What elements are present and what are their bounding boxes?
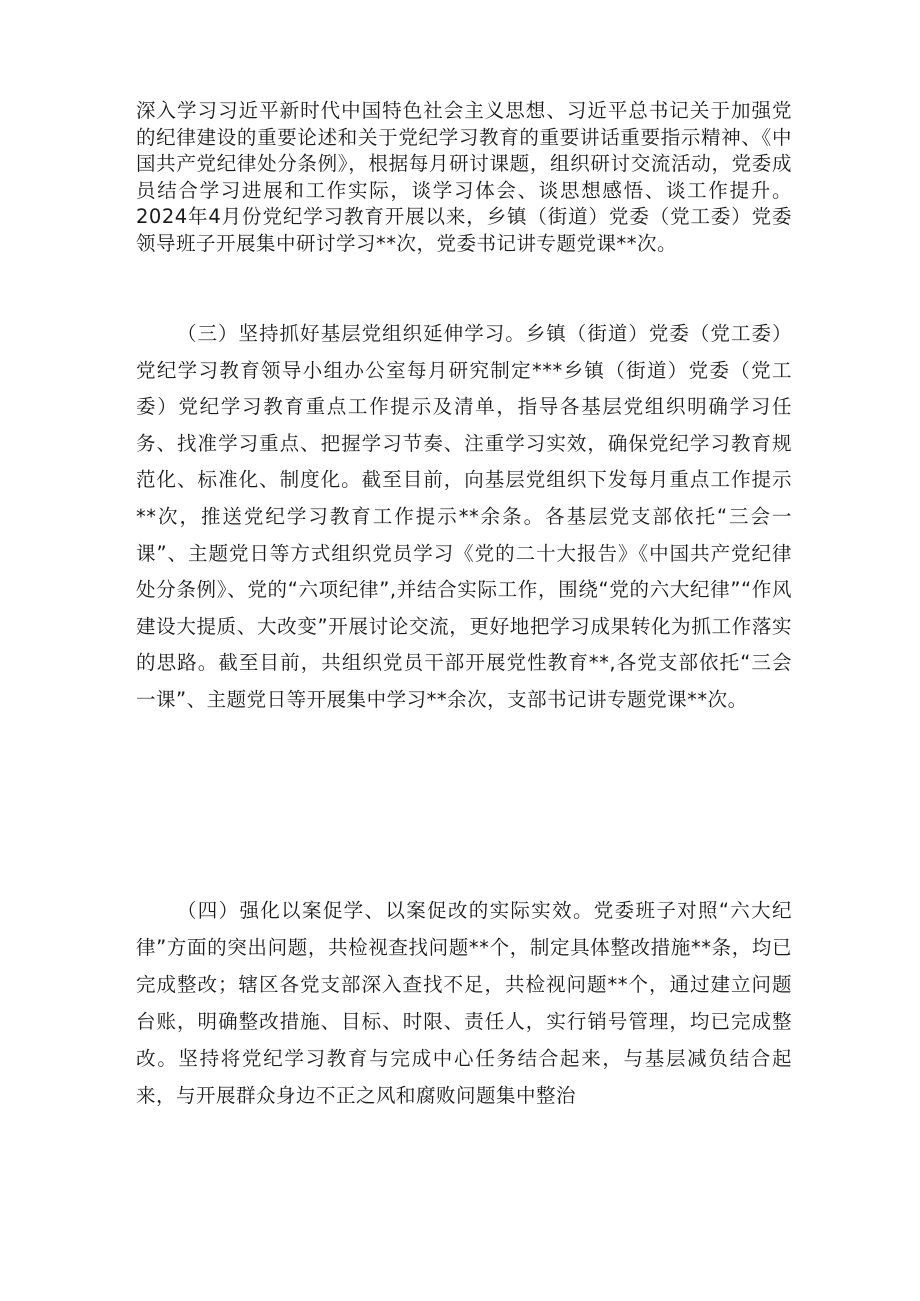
paragraph-study-research: 深入学习习近平新时代中国特色社会主义思想、习近平总书记关于加强党的纪律建设的重要论述和关于党纪学习教育的重要讲话重要指示精神、《中国共产党纪律处分条例》，根据每月研讨课题，组织研讨交流活动，党委成员结合学习进展和工作实际，谈学习体会、谈思想感悟、谈工作提升。2024年4月份党纪学习教育开展以来，乡镇（街道）党委（党工委）党委领导班子开展集中研讨学习**次，党委书记讲专题党课**次。 <box>136 99 792 255</box>
paragraph-section-four: （四）强化以案促学、以案促改的实际实效。党委班子对照“六大纪律”方面的突出问题，共检视查找问题**个，制定具体整改措施**条，均已完成整改；辖区各党支部深入查找不足，共检视问题**个，通过建立问题台账，明确整改措施、目标、时限、责任人，实行销号管理，均已完成整改。坚持将党纪学习教育与完成中心任务结合起来，与基层减负结合起来，与开展群众身边不正之风和腐败问题集中整治 <box>136 899 792 1107</box>
paragraph-section-three: （三）坚持抓好基层党组织延伸学习。乡镇（街道）党委（党工委）党纪学习教育领导小组办公室每月研究制定***乡镇（街道）党委（党工委）党纪学习教育重点工作提示及清单，指导各基层党组织明确学习任务、找准学习重点、把握学习节奏、注重学习实效，确保党纪学习教育规范化、标准化、制度化。截至目前，向基层党组织下发每月重点工作提示**次，推送党纪学习教育工作提示**余条。各基层党支部依托“三会一课”、主题党日等方式组织党员学习《党的二十大报告》《中国共产党纪律处分条例》、党的“六项纪律”,并结合实际工作，围绕“党的六大纪律”“作风建设大提质、大改变”开展讨论交流，更好地把学习成果转化为抓工作落实的思路。截至目前，共组织党员干部开展党性教育**,各党支部依托“三会一课”、主题党日等开展集中学习**余次，支部书记讲专题党课**次。 <box>136 322 792 711</box>
